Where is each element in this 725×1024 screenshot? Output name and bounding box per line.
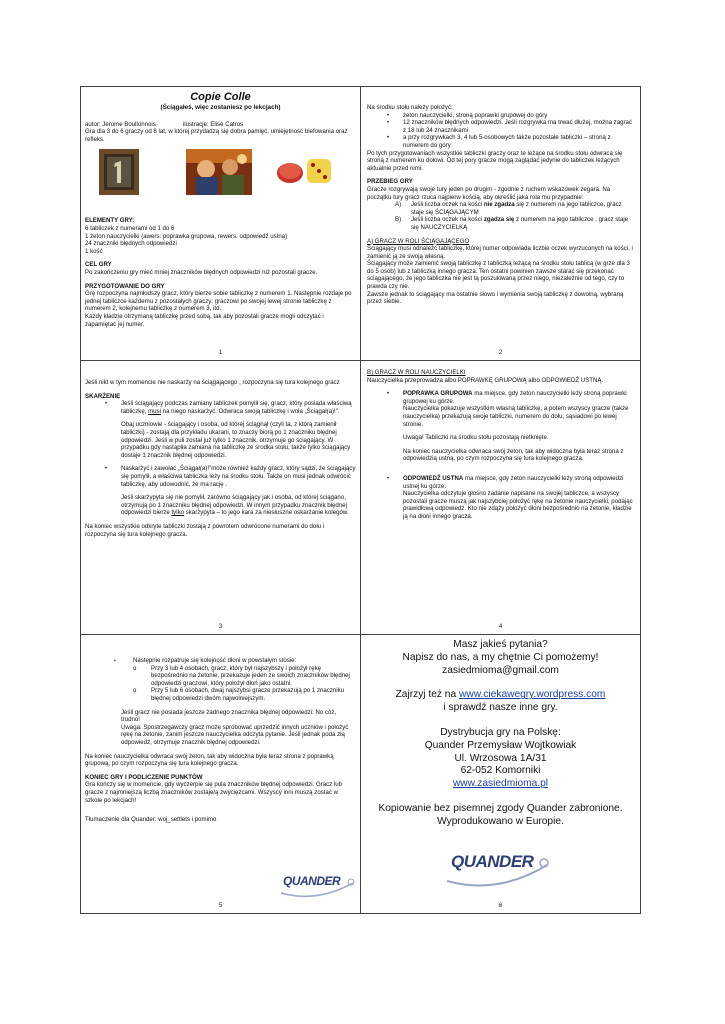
component-photos [85,149,356,207]
no-marker-text: Jeśli gracz nie posiada jeszcze żadnego znacznika błędnej odpowiedzi: No cóż, trudno! [121,708,337,724]
role-a-text: Ściągający musi odnaleźć tabliczkę, której numer odpowiada liczbie oczek wyrzuconych na kości, i zamienić ją ze swoją własną. [367,245,633,260]
translation-credit: Tłumaczenie dla Quander: woj_settlets i pomimo [85,816,217,824]
page-4 [361,361,640,635]
website-link[interactable]: www.ciekawegry.wordpress.com [458,689,606,701]
complaint-example-1: Obaj uczniowie - ściągający i osoba, od której ściągnął (czyli ta, z którą zamienił tabliczki) - zostają dla przykładu ukarani, to znaczy biorą po 1 znaczniku błędnej odpowiedzi. Jeśli w puli został już tylko 1 znacznik, otrzymuje go ściągający. W przypadku gdy nastąpiła zamiana na tabliczkę ze środka stołu, także tylko ściągający dostaje 1 znacznik błędnej odpowiedzi. [121,421,351,459]
visit-text: Zajrzyj też na www.ciekawegry.wordpress.com [395,689,606,701]
complaint-heading: SKARŻENIE [85,392,121,400]
distributor-street: Ul. Wrzosowa 1A/31 [454,752,547,764]
complaint-item-2: • Naskarżyć i zawołać „Ściągał(a)!"może również każdy gracz, który sądzi, że ściągający się pomylił, a właściwa tabliczka leży na środku stołu. Także on musi jednak odwrócić tabliczkę, aby udowodnić, że ma rację . [85,465,356,488]
role-a-text-3: Zawsze jednak to ściągający ma ostatnie słowo i wymienia swoją tabliczkę z dowolną, wybraną przez siebie. [367,290,624,306]
page-number: 5 [218,903,223,910]
page-number: 1 [218,350,223,357]
complaint-item-1: • Jeśli ściągający podczas zamiany tabliczek pomylił się, gracz, który posiada właściwą tabliczkę, musi na niego naskarżyć. Odwraca swoją tabliczkę i woła „Ściągał(a)!". [85,400,356,415]
distribution-heading: Dystrybucja gry na Polskę: [440,726,561,738]
role-b-text: Nauczycielka przeprowadza albo POPRAWKĘ GRUPOWĄ albo ODPOWIEDŹ USTNĄ. [367,376,604,384]
warning-text: Uwaga: Spostrzegawczy gracz może spróbować uprzedzić innych uczniów i położyć rękę na żetonie, zanim jeszcze nauczycielka odczyta pytanie. Jeśli jednak poda złą odpowiedź, otrzymuje znacznik błędnej odpowiedzi. [121,723,349,746]
distributor-name: Quander Przemysław Wojtkowiak [424,739,577,751]
element-item: 1 kość [85,247,103,255]
lead-text: Jeśli nikt w tym momencie nie naskarży na ściągającego , rozpoczyna się tura kolejnego gracz [85,379,340,386]
end-game-heading: KONIEC GRY I PODLICZENIE PUNKTÓW [85,773,203,781]
group-correction-item: • POPRAWKA GRUPOWA ma miejsce, gdy żeton nauczycielki leży stroną poprawki grupowej ku górze. [367,390,634,405]
oral-answer-text: Nauczycielka odczytuje głośno zadanie napisane na swojej tabliczce, a wszyscy pozostali gracze muszą jak najszybciej położyć rękę na żetonie nauczycielki, podając prawidłową odpowiedź. Kto nie zdąży położyć dłoni bezpośrednio na żetonie, kładzie ją na dłoni innego gracza. [403,490,633,520]
page-5 [81,635,361,913]
role-b-heading: B) GRACZ W ROLI NAUCZYCIELKI [367,369,466,376]
distributor-city: 62-052 Komorniki [460,765,541,777]
page-number: 4 [498,624,503,631]
page-1 [81,87,361,361]
page-number: 6 [498,903,503,910]
element-item: 6 tabliczek z numerami od 1 do 6 [85,224,175,232]
credits: autor: Jerome Boullonnois ilustracje: Elise Catros [85,120,244,128]
role-a-text-2: Ściągający może zamienić swoją tabliczkę z tabliczką leżącą na środku stołu tablicą (w grze dla 3 do 5 osób) lub z tabliczką innego gracza. Ten ostatni powinien zawsze starać się przekonać ściągającego, że jego tabliczka nie jest tą poszukiwaną przez niego, niezależnie od tego, czy to prawda czy nie. [367,260,630,291]
role-a-heading: A) GRACZ W ROLI ŚCIĄGAJĄCEGO [367,237,470,245]
quander-logo: QUANDER [277,873,357,901]
page-2 [361,87,640,361]
manual-grid [80,86,641,914]
group-correction-end: Na koniec nauczycielka odwraca swój żeton, tak aby widoczna była teraz strona z odpowiedzią ustną, po czym rozpoczyna się tura kolejnego gracza. [403,447,624,463]
group-correction-text: Nauczycielka pokazuje wszystkim własną tabliczkę, a potem wszyscy gracze (także nauczycielka) przekazują swoje tabliczki, numerem do dołu, sąsiadowi po lewej stronie. [403,405,629,428]
questions-text: Napisz do nas, a my chętnie Ci pomożemy! [402,651,599,663]
role-option-b: B) Jeśli liczba oczek na kości zgadza się z numerem na jego tabliczce , gracz staje się NAUCZYCIELKĄ [395,216,629,231]
role-option-a: A) Jeśli liczba oczek na kości nie zgadza się z numerem na jego tabliczce, gracz staje się ŚCIĄGAJĄCYM [395,201,622,216]
setup-text: Po tych przygotowaniach wszystkie tabliczki graczy oraz te leżące na środku stołu odwraca się stroną z numerem ku dołowi. Od tej pory gracze mogą zaglądać jedynie do tabliczek leżących aktualnie przed nimi. [367,149,623,172]
course-text: Gracze rozgrywają swoje tury jeden po drugim - zgodnie z ruchem wskazówek zegara. Na początku tury gracz rzuca najpierw kością, aby określić jaka rola mu przypadnie: [367,185,611,201]
end-text: Na koniec wszystkie odkryte tabliczki zostają z powrotem odwrócone numerami do dołu i rozpoczyna się tura kolejnego gracza. [85,522,325,538]
made-in-text: Wyprodukowano w Europie. [437,815,564,827]
table-heading: Na środku stołu należy położyć: [367,104,453,111]
copyright-text: Kopiowanie bez pisemnej zgody Quander zabronione. [378,802,623,814]
course-heading: PRZEBIEG GRY [367,178,413,186]
oral-answer-item: • ODPOWIEDŹ USTNA ma miejsce, gdy żeton nauczycielki leży stroną odpowiedzi ustnej ku górze. [367,475,634,490]
prep-text: Grę rozpoczyna najmłodszy gracz, który bierze sobie tabliczkę z numerem 1. Następnie rozdaje po jednej tabliczce każdemu z pozostałych graczy: graczowi po swojej lewej stronie tabliczkę z numerem 2, kolejnemu tabliczkę z numerem 3, itd. [85,290,352,313]
hand-order-item: • Następnie rozpatruje się kolejność dłoni w powstałym stosie: [85,657,356,665]
token-and-dice-photo [275,155,335,195]
group-correction-note: Uwaga! Tabliczki na środku stołu pozostają nietknięte. [403,434,549,442]
illustration-photo [186,149,252,195]
list-item: • 12 znaczników błędnych odpowiedzi. Jeśli rozgrywka ma trwać dłużej, można zagrać z 18 lub 24 znacznikami [367,119,634,134]
hand-order-sub-2: o Przy 5 lub 6 osobach, dwaj najszybsi gracze przekazują po 1 znaczniku błędnej odpowiedzi dwóm najwolniejszym. [133,687,345,702]
end-game-text: Gra kończy się w momencie, gdy wyczerpie się pula znaczników błędnej odpowiedzi. Gracz lub gracze z najmniejszą liczbą znaczników zostaje/ą zwycięzcami. Wszyscy inni muszą zostać w szkole po lekcjach! [85,781,343,804]
quander-logo: QUANDER [443,851,553,891]
elements-heading: ELEMENTY GRY: [85,217,135,225]
tile-photo [99,149,139,195]
game-subtitle: (Ściągałeś, więc zostaniesz po lekcjach) [160,104,281,111]
distributor-website-link[interactable]: www.zasiedmioma.pl [452,778,549,790]
list-item: • żeton nauczycielki, stroną poprawki grupowej do góry [367,112,634,120]
end-turn-text: Na koniec nauczycielka odwraca swój żeton, tak aby widoczna była teraz strona z poprawką grupową, po czym rozpoczyna się tura kolejnego gracza. [85,752,334,768]
element-item: 1 żeton nauczycielki (awers: poprawka grupowa, rewers: odpowiedź ustna) [85,232,288,240]
element-item: 24 znaczniki błędnych odpowiedzi [85,240,177,248]
prep-text-2: Każdy kładzie otrzymaną tabliczkę przed sobą, tak aby pozostali gracze mogli odczytać i zapamiętać jej numer. [85,312,324,328]
intro: Gra dla 3 do 6 graczy od 8 lat, w której przydadzą się dobra pamięć, umiejętność blefowania oraz refleks. [85,128,348,143]
page-number: 2 [498,350,503,357]
contact-email: zasiedmioma@gmail.com [442,664,559,676]
visit-text-2: i sprawdź nasze inne gry. [443,702,558,714]
hand-order-sub-1: o Przy 3 lub 4 osobach, gracz, który był najszybszy i położył rękę bezpośrednio na żetonie, przekazuje jeden ze swoich znaczników błędnej odpowiedzi graczowi, który położył dłoń jako ostatni. [133,664,350,687]
questions-heading: Masz jakieś pytania? [453,639,548,650]
page-3 [81,361,361,635]
complaint-example-2: Jeśli skarżypyta się nie pomylił, zarówno ściągający jak i osoba, od której ściągano, otrzymują po 1 znaczniku błędnej odpowiedzi. W innym przypadku znacznik błędnej odpowiedzi bierze tylko skarżypyta – to jego kara za niesłuszne oskarżanie kolegów. [121,494,349,517]
list-item: • a przy rozgrywkach 3, 4 lub 5-osobowych także pozostałe tabliczki – stroną z numerem do góry [367,134,634,149]
goal-text: Po zakończeniu gry mieć mniej znaczników błędnych odpowiedzi niż pozostali gracze. [85,268,318,276]
page-6 [361,635,640,913]
page-number: 3 [218,624,223,631]
prep-heading: PRZYGOTOWANIE DO GRY [85,282,165,290]
game-title: Copie Colle [190,91,251,103]
goal-heading: CEL GRY [85,261,112,269]
